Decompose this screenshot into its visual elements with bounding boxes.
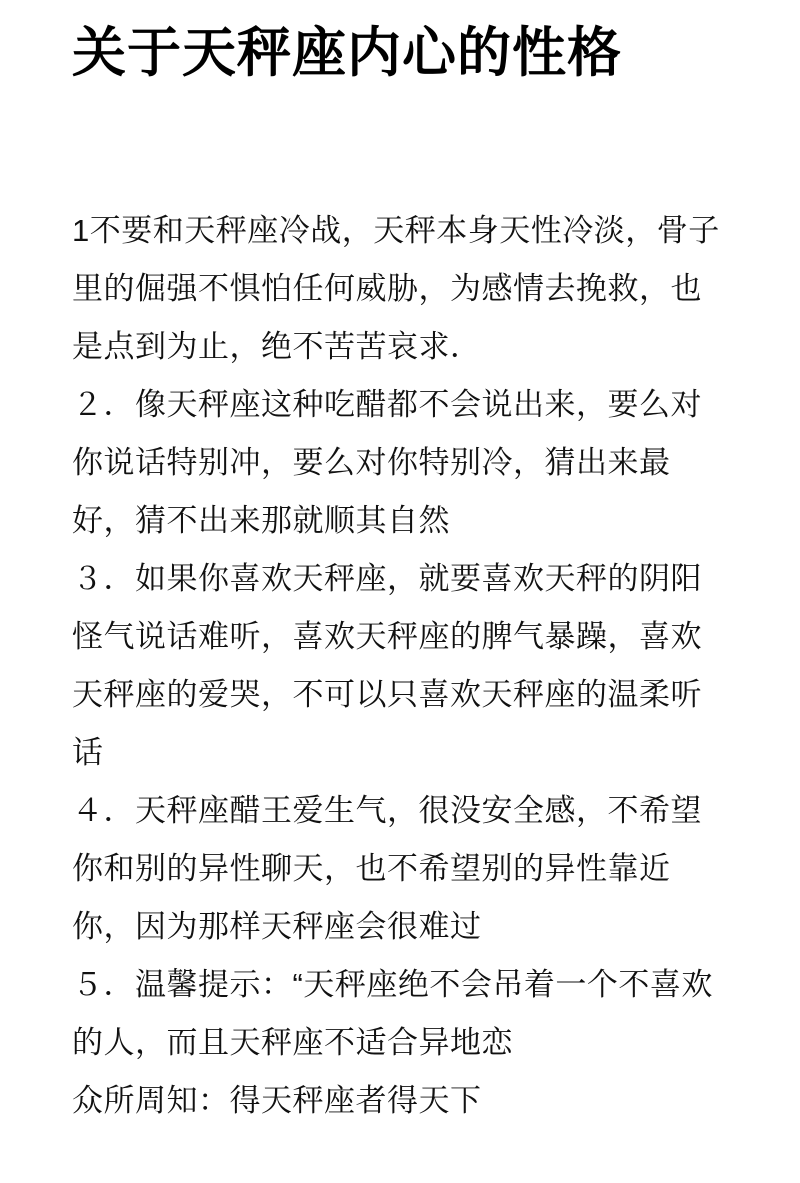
page-title: 关于天秤座内心的性格 xyxy=(72,23,622,83)
paragraph-6: 众所周知：得天秤座者得天下 xyxy=(72,1083,482,1119)
document-body xyxy=(0,84,800,1130)
paragraph-2: ２．像天秤座这种吃醋都不会说出来，要么对你说话特别冲，要么对你特别冷，猜出来最好，猜不出来那就顺其自然 xyxy=(72,387,702,539)
paragraph-1: 1不要和天秤座冷战，天秤本身天性冷淡，骨子里的倔强不惧怕任何威胁，为感情去挽救，也是点到为止，绝不苦苦哀求． xyxy=(72,213,720,365)
paragraph-4: ４．天秤座醋王爱生气，很没安全感，不希望你和别的异性聊天，也不希望别的异性靠近你，因为那样天秤座会很难过 xyxy=(72,793,702,945)
paragraph-3: ３．如果你喜欢天秤座，就要喜欢天秤的阴阳怪气说话难听，喜欢天秤座的脾气暴躁，喜欢天秤座的爱哭，不可以只喜欢天秤座的温柔听话 xyxy=(72,561,702,771)
paragraph-5: ５．温馨提示：“天秤座绝不会吊着一个不喜欢的人，而且天秤座不适合异地恋 xyxy=(72,967,713,1061)
